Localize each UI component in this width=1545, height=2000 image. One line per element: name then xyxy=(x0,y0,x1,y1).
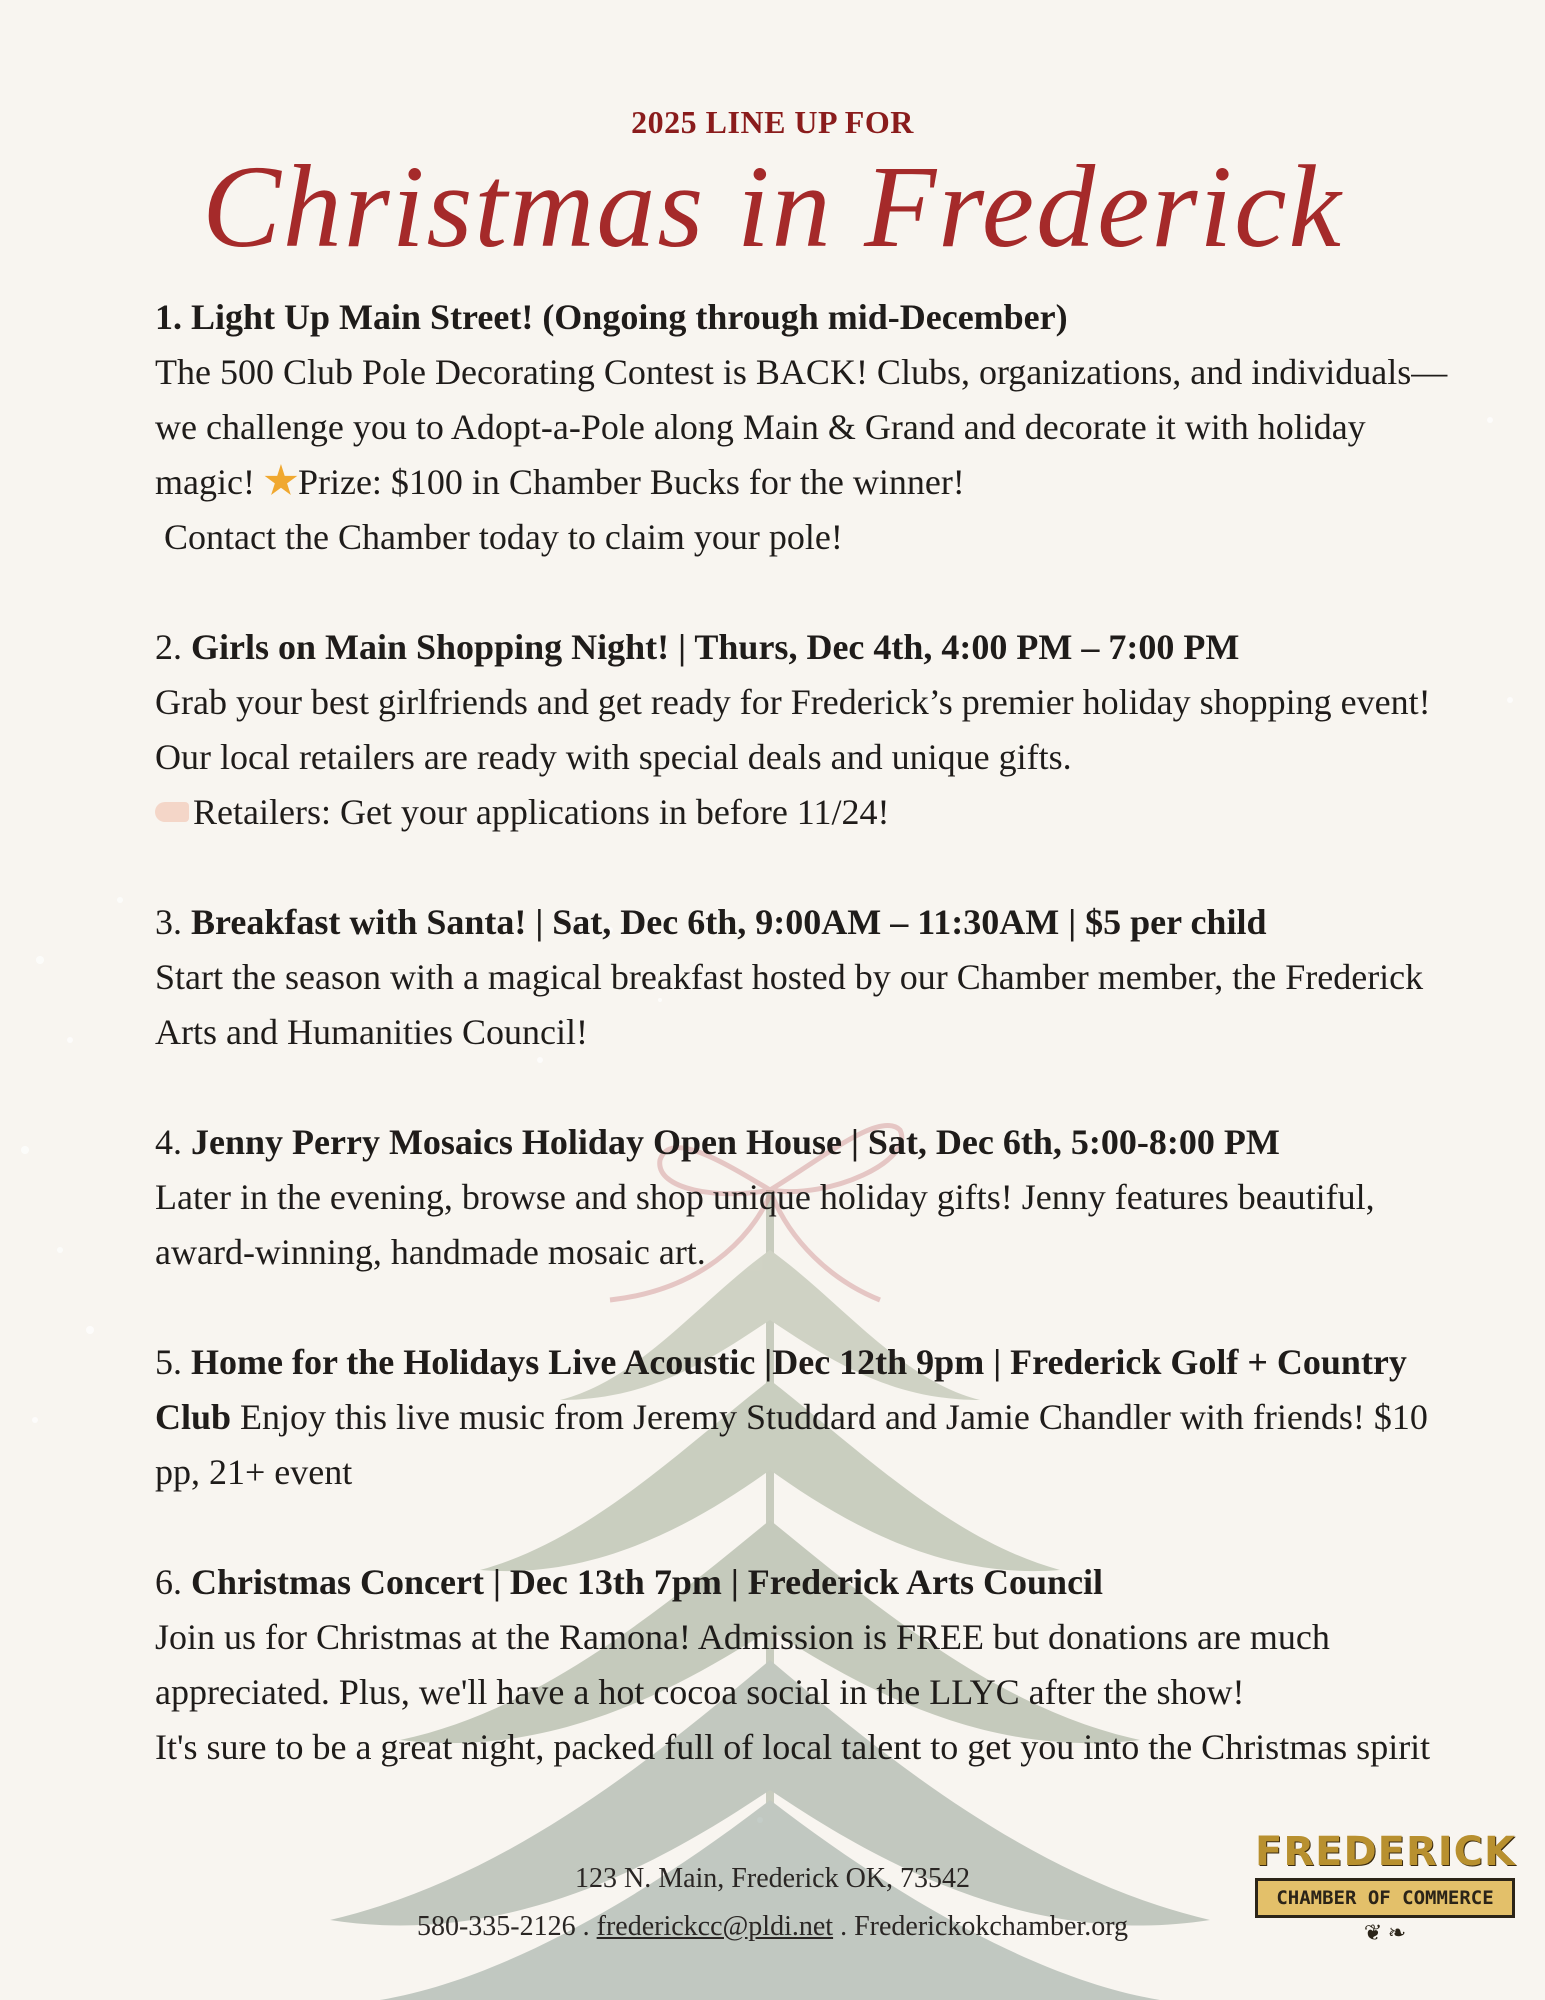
event-5-description: Enjoy this live music from Jeremy Studdard and Jamie Chandler with friends! $10 pp, 21+ event xyxy=(155,1397,1428,1492)
event-list xyxy=(155,290,1455,1830)
event-1 xyxy=(155,290,1455,565)
event-6-title: Christmas Concert | Dec 13th 7pm | Frederick Arts Council xyxy=(191,1562,1104,1602)
event-1-title: Light Up Main Street! (Ongoing through mid-December) xyxy=(191,297,1068,337)
footer-separator: . xyxy=(833,1911,855,1942)
event-3-title: Breakfast with Santa! | Sat, Dec 6th, 9:00AM – 11:30AM | $5 per child xyxy=(191,902,1267,942)
event-6-number: 6. xyxy=(155,1562,182,1602)
event-2-title: Girls on Main Shopping Night! | Thurs, Dec 4th, 4:00 PM – 7:00 PM xyxy=(191,627,1240,667)
star-icon xyxy=(264,464,298,498)
event-6 xyxy=(155,1555,1455,1775)
event-1-number: 1. xyxy=(155,297,182,337)
logo-name: FREDERICK xyxy=(1255,1829,1517,1875)
ornament-icon: ❦ ❧ xyxy=(1363,1920,1407,1945)
event-4-description: Later in the evening, browse and shop unique holiday gifts! Jenny features beautiful, award-winning, handmade mosaic art. xyxy=(155,1177,1375,1272)
event-1-contact: Contact the Chamber today to claim your pole! xyxy=(164,517,843,557)
page-title: Christmas in Frederick xyxy=(202,141,1343,272)
subtitle: 2025 LINE UP FOR xyxy=(631,104,914,140)
event-5-number: 5. xyxy=(155,1342,182,1382)
event-3-number: 3. xyxy=(155,902,182,942)
event-3-description: Start the season with a magical breakfast hosted by our Chamber member, the Frederick Arts and Humanities Council! xyxy=(155,957,1424,1052)
footer-address: 123 N. Main, Frederick OK, 73542 xyxy=(574,1863,971,1894)
event-4-number: 4. xyxy=(155,1122,182,1162)
event-1-prize: Prize: $100 in Chamber Bucks for the winner! xyxy=(297,462,965,502)
footer-email-link[interactable]: frederickcc@pldi.net xyxy=(596,1911,834,1942)
chamber-logo xyxy=(1255,1830,1515,1965)
event-6-description: Join us for Christmas at the Ramona! Admission is FREE but donations are much appreciated. Plus, we'll have a hot cocoa social in the LLYC after the show! xyxy=(155,1617,1330,1712)
footer-separator: . xyxy=(575,1911,597,1942)
event-4 xyxy=(155,1115,1455,1280)
logo-tagline: CHAMBER OF COMMERCE xyxy=(1255,1878,1515,1918)
footer-website: Frederickokchamber.org xyxy=(854,1911,1129,1942)
event-4-title: Jenny Perry Mosaics Holiday Open House | Sat, Dec 6th, 5:00-8:00 PM xyxy=(191,1122,1280,1162)
event-2-note: Retailers: Get your applications in before 11/24! xyxy=(193,792,890,832)
event-2-description: Grab your best girlfriends and get ready for Frederick’s premier holiday shopping event! Our local retailers are ready with special deals and unique gifts. xyxy=(155,682,1431,777)
event-1-description: The 500 Club Pole Decorating Contest is BACK! Clubs, organizations, and individuals—we challenge you to Adopt-a-Pole along Main & Grand and decorate it with holiday magic! xyxy=(155,352,1448,502)
pointing-hand-icon xyxy=(155,802,189,822)
event-5-title: Home for the Holidays Live Acoustic |Dec 12th 9pm | Frederick Golf + Country Club xyxy=(155,1342,1407,1437)
event-6-note: It's sure to be a great night, packed full of local talent to get you into the Christmas spirit xyxy=(155,1727,1431,1767)
event-2 xyxy=(155,620,1455,840)
footer-phone: 580-335-2126 xyxy=(416,1911,576,1942)
event-2-number: 2. xyxy=(155,627,182,667)
event-5 xyxy=(155,1335,1455,1500)
event-3 xyxy=(155,895,1455,1060)
